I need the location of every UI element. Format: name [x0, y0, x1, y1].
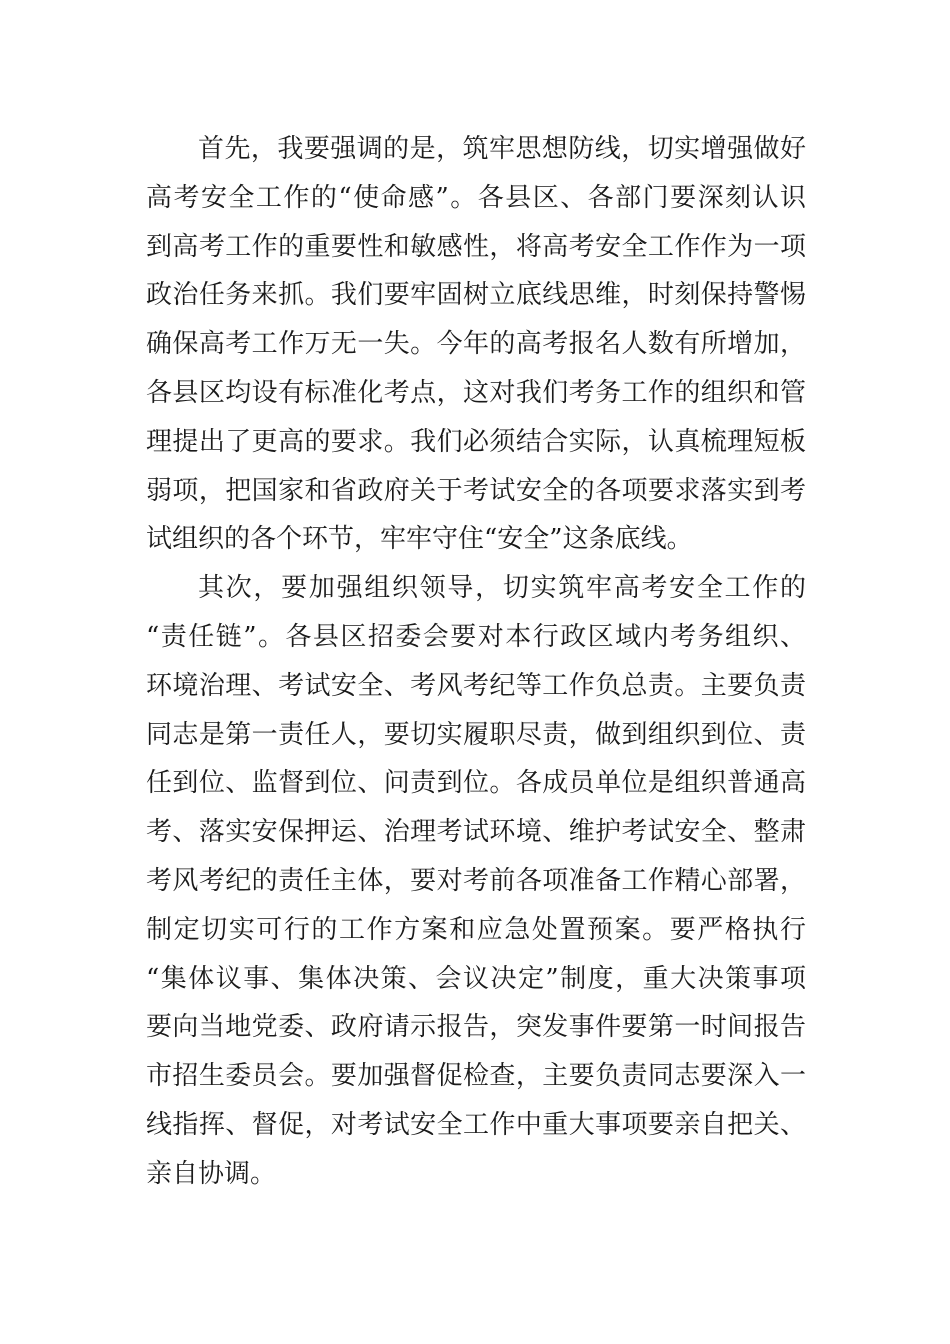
text-line: 任到位、监督到位、问责到位。各成员单位是组织普通高	[146, 768, 806, 799]
text-line: 理提出了更高的要求。我们必须结合实际，认真梳理短板	[146, 426, 806, 457]
text-line: 同志是第一责任人，要切实履职尽责，做到组织到位、责	[146, 719, 806, 750]
text-line: 高考安全工作的“使命感”。各县区、各部门要深刻认识	[146, 182, 806, 213]
text-line: 考风考纪的责任主体，要对考前各项准备工作精心部署，	[146, 865, 806, 896]
text-line: 弱项，把国家和省政府关于考试安全的各项要求落实到考	[146, 475, 806, 506]
text-line: 到高考工作的重要性和敏感性，将高考安全工作作为一项	[146, 231, 806, 262]
text-line: 线指挥、督促，对考试安全工作中重大事项要亲自把关、	[146, 1109, 806, 1140]
text-line: “责任链”。各县区招委会要对本行政区域内考务组织、	[146, 621, 806, 652]
text-line: 政治任务来抓。我们要牢固树立底线思维，时刻保持警惕	[146, 280, 806, 311]
text-line: 要向当地党委、政府请示报告，突发事件要第一时间报告	[146, 1012, 806, 1043]
text-line: 其次，要加强组织领导，切实筑牢高考安全工作的	[198, 573, 806, 604]
text-line: 确保高考工作万无一失。今年的高考报名人数有所增加，	[146, 329, 806, 360]
body-text	[146, 125, 806, 1199]
text-line: 试组织的各个环节，牢牢守住“安全”这条底线。	[146, 524, 693, 555]
text-line: 市招生委员会。要加强督促检查，主要负责同志要深入一	[146, 1061, 806, 1092]
text-line: “集体议事、集体决策、会议决定”制度，重大决策事项	[146, 963, 806, 994]
text-line: 亲自协调。	[146, 1158, 277, 1189]
text-line: 考、落实安保押运、治理考试环境、维护考试安全、整肃	[146, 817, 806, 848]
text-line: 首先，我要强调的是，筑牢思想防线，切实增强做好	[198, 134, 806, 164]
text-line: 制定切实可行的工作方案和应急处置预案。要严格执行	[146, 914, 806, 945]
text-line: 各县区均设有标准化考点，这对我们考务工作的组织和管	[146, 377, 806, 408]
paragraph-1	[146, 125, 806, 564]
text-line: 环境治理、考试安全、考风考纪等工作负总责。主要负责	[146, 670, 806, 701]
paragraph-2	[146, 564, 806, 1198]
